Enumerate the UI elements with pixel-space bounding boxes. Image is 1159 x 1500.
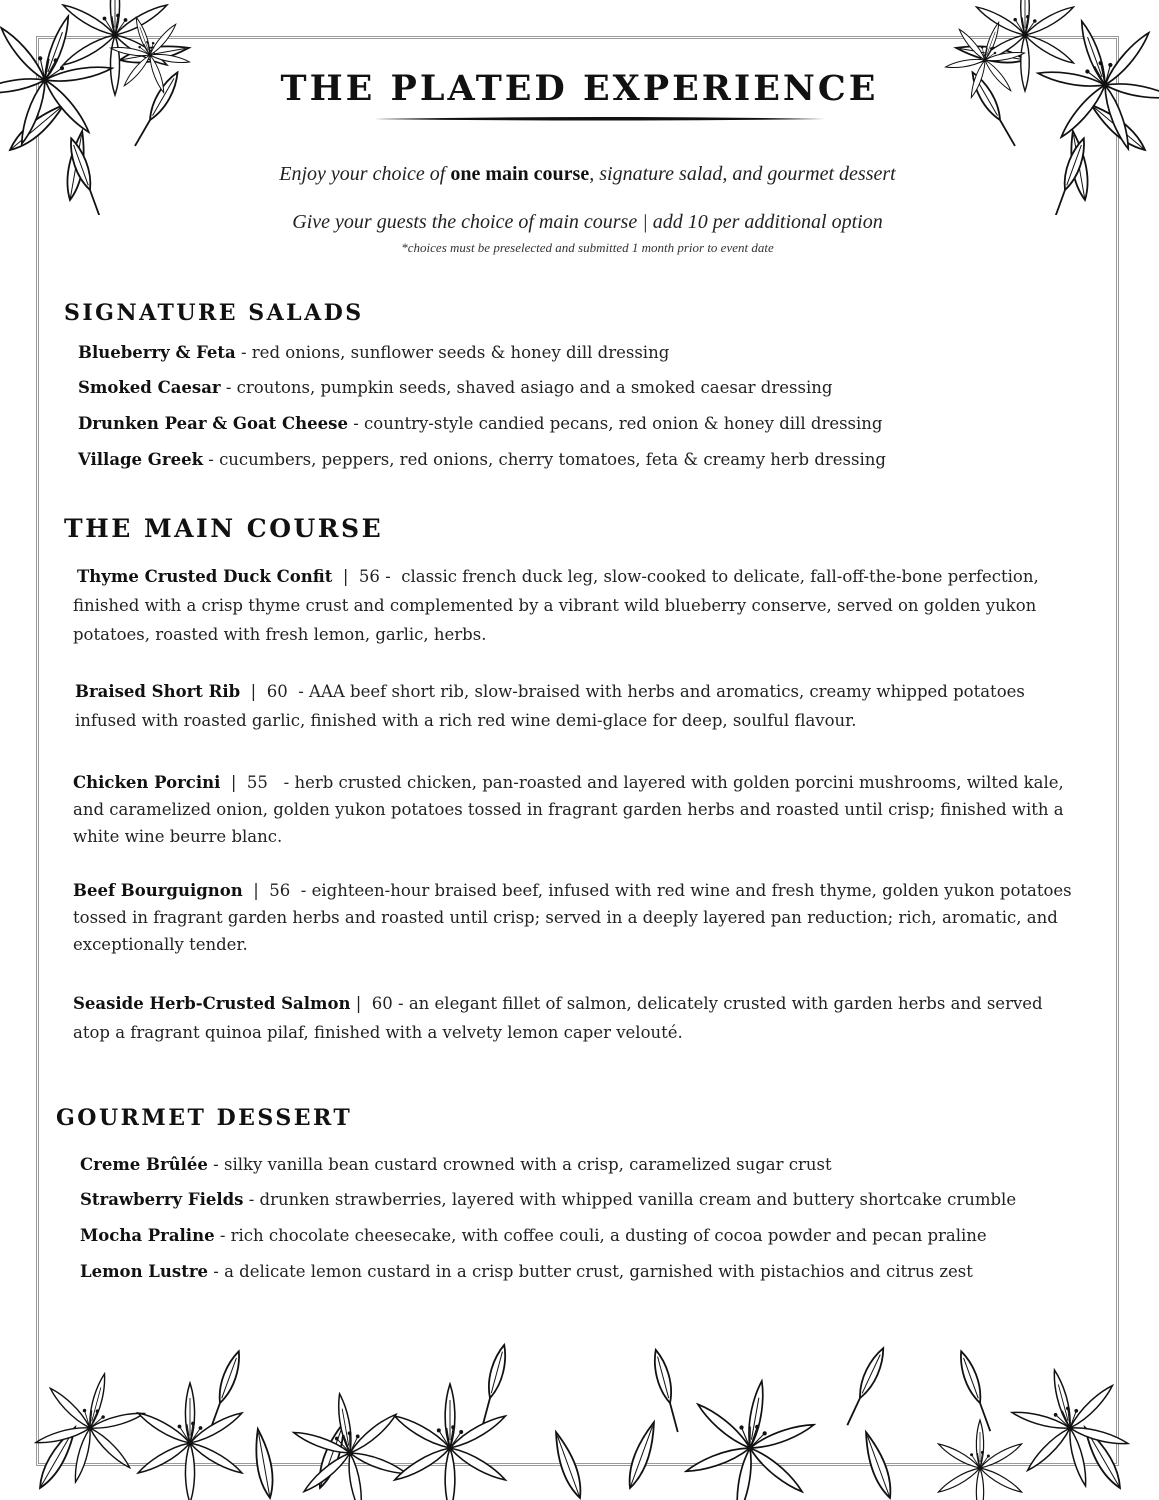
main-course-item: Beef Bourguignon | 56 - eighteen-hour braised beef, infused with red wine and fresh thyme, golden yukon potatoes tossed in fragrant garden herbs and roasted until crisp; served in a deeply layered pan reduction; rich, aromatic, and exceptionally tender. <box>73 881 1072 954</box>
section-heading-main-course: THE MAIN COURSE <box>64 514 384 543</box>
dessert-item: Lemon Lustre - a delicate lemon custard in a crisp butter crust, garnished with pistachios and citrus zest <box>80 1262 973 1281</box>
salad-item: Village Greek - cucumbers, peppers, red onions, cherry tomatoes, feta & creamy herb dressing <box>78 450 886 469</box>
salad-item: Smoked Caesar - croutons, pumpkin seeds, shaved asiago and a smoked caesar dressing <box>78 378 833 397</box>
section-heading-desserts: GOURMET DESSERT <box>56 1105 353 1131</box>
dessert-item: Mocha Praline - rich chocolate cheesecake, with coffee couli, a dusting of cocoa powder and pecan praline <box>80 1226 987 1245</box>
page-title: THE PLATED EXPERIENCE <box>280 68 879 109</box>
dessert-item: Strawberry Fields - drunken strawberries, layered with whipped vanilla cream and buttery shortcake crumble <box>80 1190 1017 1209</box>
main-course-item: Thyme Crusted Duck Confit | 56 - classic french duck leg, slow-cooked to delicate, fall-off-the-bone perfection, finished with a crisp thyme crust and complemented by a vibrant wild blueberry conserve, served on golden yukon potatoes, roasted with fresh lemon, garlic, herbs. <box>73 567 1039 644</box>
intro-line-1: Enjoy your choice of one main course, signature salad, and gourmet dessert <box>279 163 896 185</box>
salad-item: Drunken Pear & Goat Cheese - country-style candied pecans, red onion & honey dill dressing <box>78 414 883 433</box>
dessert-item: Creme Brûlée - silky vanilla bean custard crowned with a crisp, caramelized sugar crust <box>80 1155 832 1174</box>
intro-note: *choices must be preselected and submitted 1 month prior to event date <box>401 240 774 255</box>
intro-line-2: Give your guests the choice of main course | add 10 per additional option <box>292 211 883 233</box>
section-heading-salads: SIGNATURE SALADS <box>64 300 364 326</box>
main-course-item: Chicken Porcini | 55 - herb crusted chicken, pan-roasted and layered with golden porcini mushrooms, wilted kale, and caramelized onion, golden yukon potatoes tossed in fragrant garden herbs and roasted until crisp; finished with a white wine beurre blanc. <box>73 773 1064 846</box>
floral-border-bottom <box>20 1318 1140 1500</box>
title-underline <box>375 114 825 124</box>
main-course-item: Braised Short Rib | 60 - AAA beef short rib, slow-braised with herbs and aromatics, creamy whipped potatoes infused with roasted garlic, finished with a rich red wine demi-glace for deep, soulful flavour. <box>75 682 1025 730</box>
salad-item: Blueberry & Feta - red onions, sunflower seeds & honey dill dressing <box>78 343 670 362</box>
main-course-item: Seaside Herb-Crusted Salmon | 60 - an elegant fillet of salmon, delicately crusted with garden herbs and served atop a fragrant quinoa pilaf, finished with a velvety lemon caper velouté. <box>73 994 1043 1042</box>
